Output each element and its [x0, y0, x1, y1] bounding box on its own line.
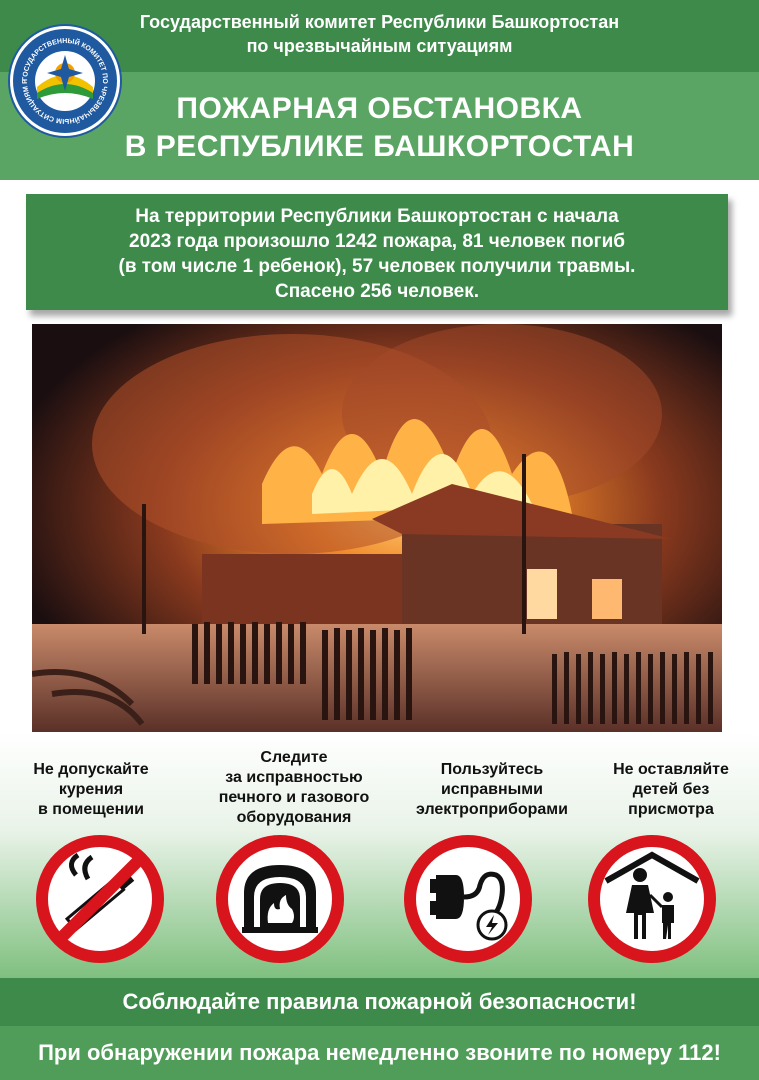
- stats-line2: 2023 года произошло 1242 пожара, 81 человек погиб: [129, 231, 625, 252]
- fire-statistics-box: [26, 194, 728, 310]
- electric-plug-icon: [404, 835, 532, 963]
- tip-electric-line2: исправными: [441, 781, 543, 798]
- burning-house-photo: [32, 324, 722, 732]
- tip-electric-line1: Пользуйтесь: [440, 761, 544, 778]
- parent-child-icon: [588, 835, 716, 963]
- fire-safety-rules-banner: [0, 978, 759, 1026]
- emergency-committee-emblem-logo: [10, 26, 120, 136]
- stats-line3: (в том числе 1 ребенок), 57 человек получили травмы.: [118, 256, 636, 277]
- tip-electrical-appliances: [400, 760, 584, 820]
- tip-children-line1: Не оставляйте: [613, 761, 729, 778]
- emergency-call-text: При обнаружении пожара немедленно звоните по номеру 112!: [38, 1040, 721, 1065]
- tip-children-supervision: [596, 760, 746, 820]
- tip-no-smoking-line2: курения: [58, 781, 124, 798]
- tip-no-smoking-line3: в помещении: [38, 801, 144, 818]
- tip-electric-line3: электроприборами: [416, 801, 568, 818]
- emergency-call-banner: [0, 1026, 759, 1080]
- tip-children-line2: детей без: [632, 781, 710, 798]
- organization-name-line1: Государственный комитет Республики Башкортостан: [139, 12, 620, 32]
- tip-no-smoking-line1: Не допускайте: [33, 761, 149, 778]
- stats-line1: На территории Республики Башкортостан с начала: [135, 206, 619, 227]
- organization-name-line2: по чрезвычайным ситуациям: [246, 36, 513, 56]
- tip-stove-line4: оборудования: [236, 809, 352, 826]
- tip-stove-line2: за исправностью: [225, 769, 363, 786]
- svg-text:ГОСУДАРСТВЕННЫЙ КОМИТЕТ ПО ЧРЕ: ГОСУДАРСТВЕННЫЙ КОМИТЕТ ПО ЧРЕЗВЫЧАЙНЫМ СИТУАЦИЯМ Р: [21, 37, 109, 125]
- tip-stove-line3: печного и газового: [218, 789, 370, 806]
- stats-line4: Спасено 256 человек.: [274, 281, 480, 302]
- tip-no-smoking: [20, 760, 162, 820]
- tip-children-line3: присмотра: [628, 801, 714, 818]
- page-title-line1: ПОЖАРНАЯ ОБСТАНОВКА: [176, 92, 583, 125]
- tip-stove-maintenance: [196, 748, 392, 828]
- page-title-line2: В РЕСПУБЛИКЕ БАШКОРТОСТАН: [124, 130, 635, 163]
- tip-stove-line1: Следите: [260, 749, 328, 766]
- stove-icon: [216, 835, 344, 963]
- fire-safety-rules-text: Соблюдайте правила пожарной безопасности!: [122, 989, 637, 1014]
- no-smoking-icon: [36, 835, 164, 963]
